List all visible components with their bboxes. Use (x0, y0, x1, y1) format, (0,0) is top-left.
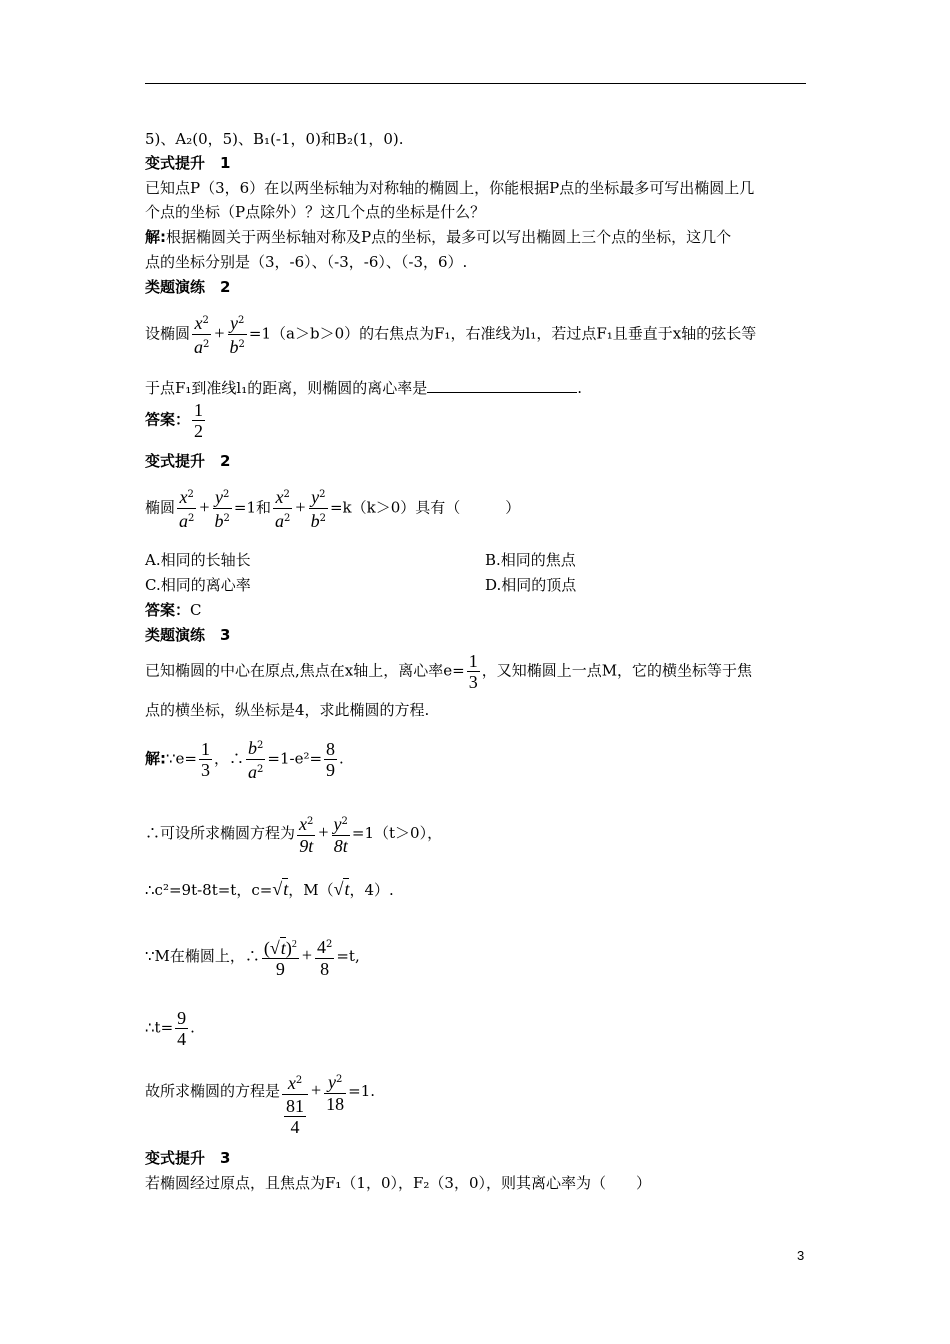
problem-text: 于点F₁到准线l₁的距离，则椭圆的离心率是 . (145, 379, 583, 397)
fraction: $\frac{y^2}{b^2}$ (310, 487, 326, 531)
fraction: $\frac{x^2}{a^2}$ (179, 487, 195, 531)
sqrt-expression: √t (333, 879, 350, 899)
page-number: 3 (797, 1248, 805, 1263)
solution-line: 解:∵e= $\frac{1}{3}$ ，∴ $\frac{b^2}{a^2}$ =1-e²= $\frac{8}{9}$ . (145, 738, 344, 782)
fraction: $\frac{x^2}{9t}$ (299, 814, 314, 856)
fraction: $\frac{x^2}{a^2}$ (275, 487, 291, 531)
fraction: $\frac{y^2}{18}$ (326, 1072, 345, 1114)
fraction: $\frac{y^2}{b^2}$ (214, 487, 230, 531)
solution-label: 解: (145, 749, 166, 768)
text-line: 5)、A₂(0，5)、B₁(-1，0)和B₂(1，0). (145, 130, 404, 148)
answer-line (145, 600, 202, 620)
fraction: $\frac{1}{3}$ (201, 739, 210, 780)
text-segment: =1（a＞b＞0）的右焦点为F₁，右准线为l₁，若过点F₁且垂直于x轴的弦长等 (248, 324, 757, 343)
problem-text: 个点的坐标（P点除外）？这几个点的坐标是什么？ (145, 203, 486, 221)
option-a: A.相同的长轴长 (145, 551, 251, 569)
fraction: $\frac{8}{9}$ (326, 739, 336, 780)
text-segment: 设椭圆 (145, 324, 191, 343)
solution-line: ∴可设所求椭圆方程为 $\frac{x^2}{9t}$ + $\frac{y^2}{8t}$ =1（t＞0）， (145, 814, 443, 856)
solution-body: 根据椭圆关于两坐标轴对称及P点的坐标，最多可以写出椭圆上三个点的坐标，这几个 (166, 228, 732, 246)
solution-line: ∵M在椭圆上，∴ $\frac{(√t)^2}{9}$ + $\frac{4^2}{8}$ =t, (145, 937, 360, 979)
header-rule (145, 83, 806, 84)
problem-text: 若椭圆经过原点，且焦点为F₁（1，0），F₂（3，0），则其离心率为（ ） (145, 1174, 652, 1192)
section-heading: 类题演练 2 (145, 278, 231, 296)
fraction: $\frac{9}{4}$ (177, 1008, 187, 1049)
problem-text: 已知点P（3，6）在以两坐标轴为对称轴的椭圆上，你能根据P点的坐标最多可写出椭圆上几 (145, 179, 755, 197)
problem-text: 点的横坐标，纵坐标是4，求此椭圆的方程. (145, 701, 430, 719)
fraction: $\frac{1}{2}$ (194, 400, 204, 441)
solution-line: ∴t= $\frac{9}{4}$ . (145, 1008, 195, 1049)
fraction: $\frac{(√t)^2}{9}$ (262, 935, 299, 979)
fraction: $\frac{x^2}{a^2}$ (194, 313, 210, 357)
section-heading: 变式提升 1 (145, 154, 231, 172)
answer-blank (427, 378, 577, 393)
section-heading: 类题演练 3 (145, 626, 231, 644)
solution-text (145, 227, 731, 247)
problem-text: 已知椭圆的中心在原点,焦点在x轴上，离心率e= $\frac{1}{3}$ ，又知椭圆上一点M，它的横坐标等于焦 (145, 651, 753, 692)
answer-label: 答案： (145, 410, 191, 429)
solution-line: ∴c²=9t-8t=t，c=√t，M（√t，4）. (145, 879, 394, 899)
answer-line (145, 400, 207, 441)
fraction: $\frac{x^2}{\frac{81}{4}}$ (282, 1071, 308, 1138)
fraction: $\frac{1}{3}$ (468, 651, 478, 692)
option-d: D.相同的顶点 (485, 576, 577, 594)
fraction: $\frac{y^2}{b^2}$ (229, 313, 245, 357)
section-heading: 变式提升 2 (145, 452, 231, 470)
answer-value: C (190, 601, 202, 619)
solution-line: 故所求椭圆的方程是 $\frac{x^2}{\frac{81}{4}}$ + $\frac{y^2}{18}$ =1. (145, 1072, 376, 1137)
problem-text: 设椭圆 $\frac{x^2}{a^2}$ + $\frac{y^2}{b^2}$ =1（a＞b＞0）的右焦点为F₁，右准线为l₁，若过点F₁且垂直于x轴的弦长等 (145, 313, 757, 357)
fraction: $\frac{b^2}{a^2}$ (248, 738, 264, 782)
section-heading: 变式提升 3 (145, 1149, 231, 1167)
fraction: $\frac{y^2}{8t}$ (333, 814, 348, 856)
answer-label: 答案： (145, 601, 191, 619)
sqrt-expression: √t (272, 879, 289, 899)
option-b: B.相同的焦点 (485, 551, 576, 569)
problem-text: 椭圆 $\frac{x^2}{a^2}$ + $\frac{y^2}{b^2}$ =1和 $\frac{x^2}{a^2}$ + $\frac{y^2}{b^2}$ =k（k＞0）具有（ ） (145, 487, 521, 531)
solution-label: 解: (145, 228, 166, 246)
option-c: C.相同的离心率 (145, 576, 251, 594)
fraction: $\frac{4^2}{8}$ (316, 937, 333, 979)
solution-text: 点的坐标分别是（3，-6）、（-3，-6）、（-3，6）. (145, 253, 468, 271)
